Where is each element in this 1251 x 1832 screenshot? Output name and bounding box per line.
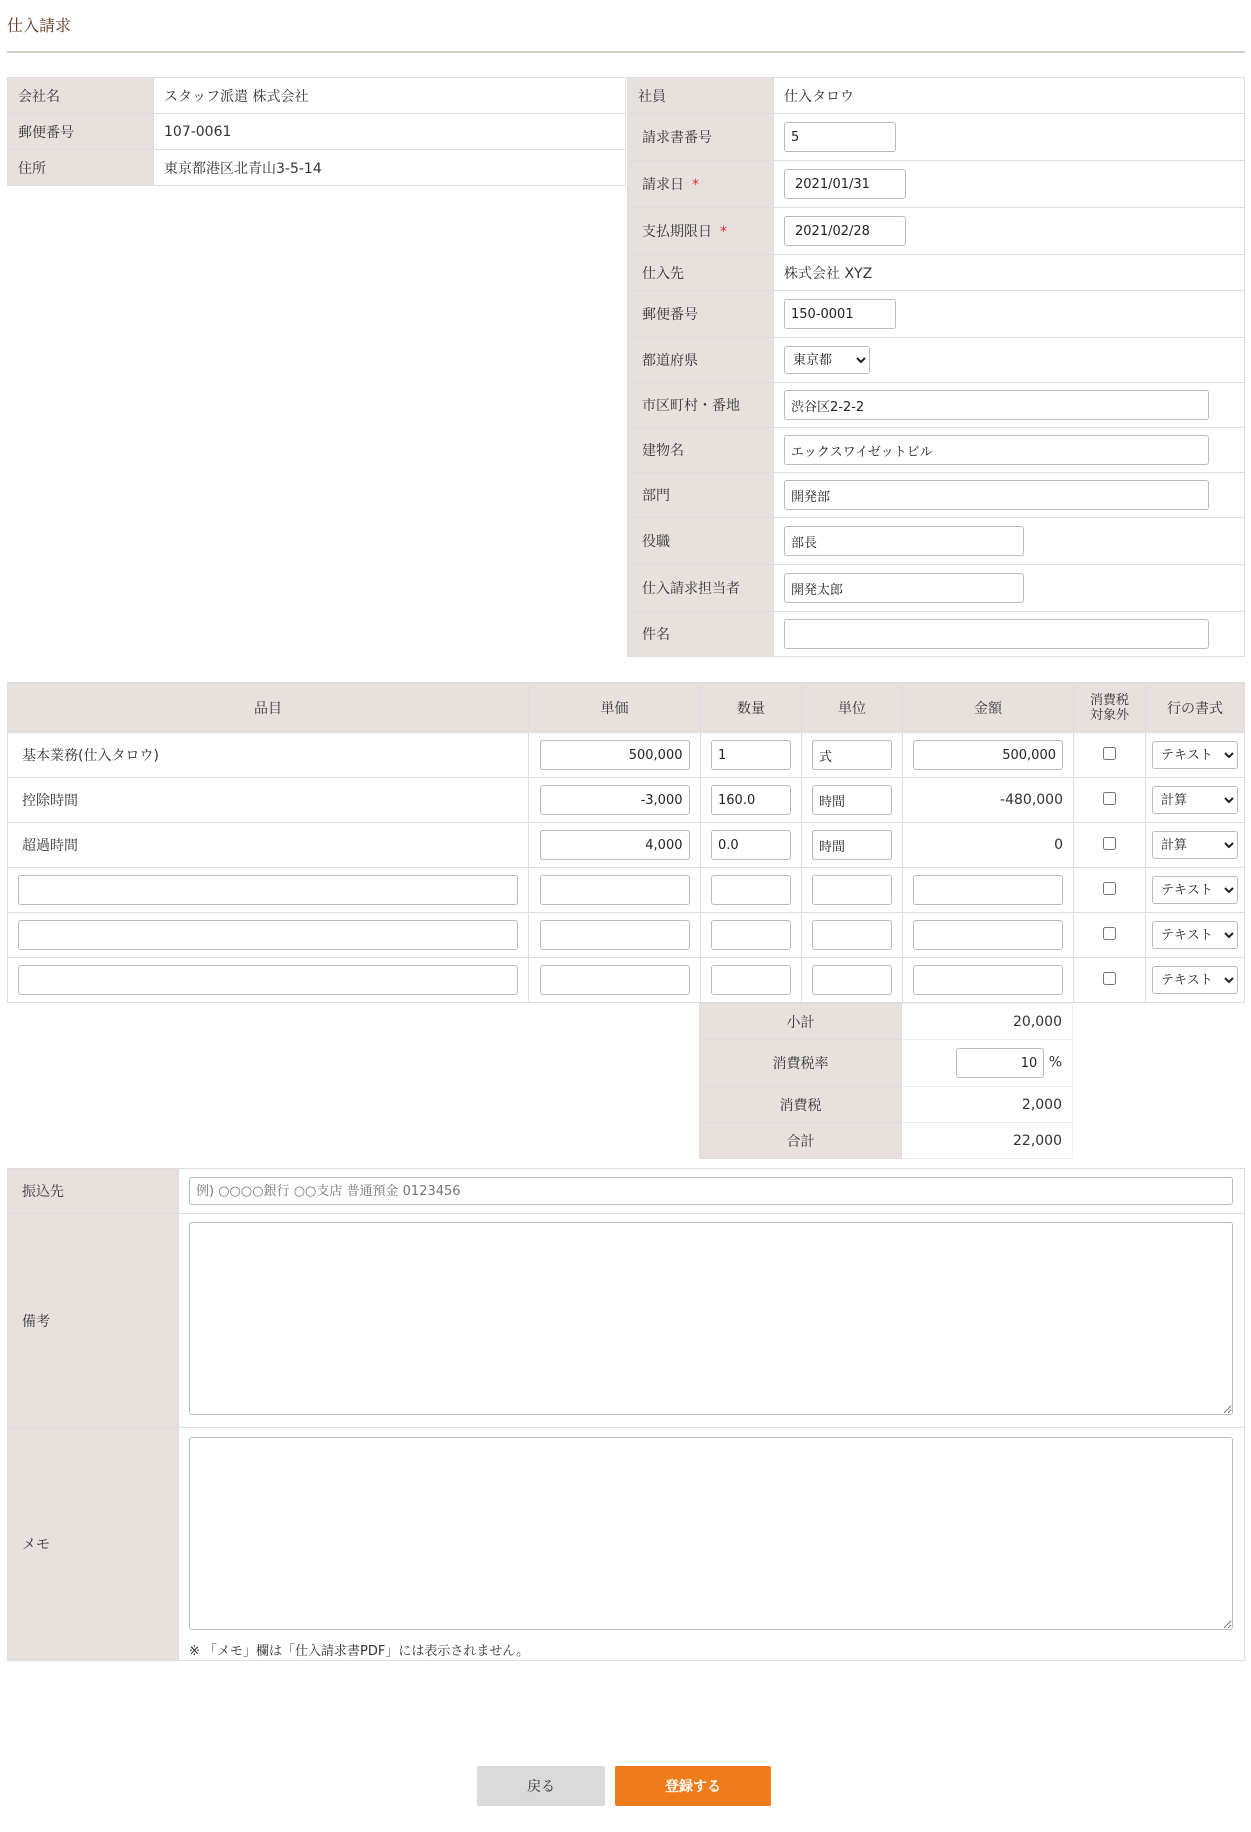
tax-exempt-checkbox[interactable] <box>1103 927 1116 940</box>
item-name-cell: 控除時間 <box>8 778 529 823</box>
supplier-zip-label: 郵便番号 <box>628 291 774 338</box>
invoice-date-label <box>628 161 774 208</box>
col-header-item: 品目 <box>8 683 529 733</box>
tax-exempt-checkbox[interactable] <box>1103 972 1116 985</box>
total-label: 合計 <box>700 1123 902 1159</box>
submit-button[interactable]: 登録する <box>615 1766 771 1806</box>
bank-input[interactable] <box>189 1177 1233 1205</box>
city-label: 市区町村・番地 <box>628 383 774 428</box>
unit-price-input[interactable] <box>540 740 690 770</box>
due-date-label <box>628 208 774 255</box>
line-items-table <box>7 682 1245 1003</box>
unit-price-input[interactable] <box>540 830 690 860</box>
unit-input[interactable] <box>812 965 892 995</box>
amount-input[interactable] <box>913 740 1063 770</box>
quantity-input[interactable] <box>711 920 791 950</box>
notes-table <box>7 1168 1245 1661</box>
amount-input[interactable] <box>913 875 1063 905</box>
prefecture-select[interactable] <box>784 346 870 374</box>
row-format-select[interactable] <box>1152 741 1238 769</box>
remarks-label: 備考 <box>8 1214 179 1428</box>
col-header-unit: 単位 <box>802 683 903 733</box>
col-header-amount: 金額 <box>903 683 1074 733</box>
page-title: 仕入請求 <box>7 16 72 35</box>
memo-textarea[interactable] <box>189 1437 1233 1630</box>
tax-value: 2,000 <box>902 1087 1073 1123</box>
invoice-date-input[interactable] <box>784 169 906 199</box>
due-date-label-text: 支払期限日 <box>642 224 712 240</box>
col-header-tax-exempt <box>1074 683 1146 733</box>
unit-price-input[interactable] <box>540 785 690 815</box>
bank-label: 振込先 <box>8 1169 179 1214</box>
tax-exempt-checkbox[interactable] <box>1103 882 1116 895</box>
unit-price-input[interactable] <box>540 965 690 995</box>
amount-value: -480,000 <box>903 778 1074 823</box>
unit-input[interactable] <box>812 920 892 950</box>
required-mark: * <box>720 224 727 240</box>
row-format-select[interactable] <box>1152 921 1238 949</box>
company-name-label: 会社名 <box>8 78 154 114</box>
supplier-label: 仕入先 <box>628 255 774 291</box>
subtotal-label: 小計 <box>700 1004 902 1040</box>
tax-rate-label: 消費税率 <box>700 1040 902 1087</box>
invoice-info-table <box>627 77 1245 657</box>
unit-price-input[interactable] <box>540 920 690 950</box>
totals-table <box>699 1003 1073 1159</box>
tax-exempt-checkbox[interactable] <box>1103 837 1116 850</box>
tax-rate-input[interactable] <box>956 1048 1044 1078</box>
subject-label: 件名 <box>628 612 774 657</box>
item-name-cell: 超過時間 <box>8 823 529 868</box>
total-value: 22,000 <box>902 1123 1073 1159</box>
due-date-input[interactable] <box>784 216 906 246</box>
position-input[interactable] <box>784 526 1024 556</box>
company-address-value: 東京都港区北青山3-5-14 <box>154 150 626 186</box>
person-in-charge-label: 仕入請求担当者 <box>628 565 774 612</box>
supplier-zip-input[interactable] <box>784 299 896 329</box>
col-header-price: 単価 <box>529 683 701 733</box>
staff-label: 社員 <box>628 78 774 114</box>
building-label: 建物名 <box>628 428 774 473</box>
item-name-input[interactable] <box>18 920 518 950</box>
item-name-cell: 基本業務(仕入タロウ) <box>8 733 529 778</box>
tax-exempt-checkbox[interactable] <box>1103 792 1116 805</box>
position-label: 役職 <box>628 518 774 565</box>
table-row <box>8 958 1245 1003</box>
tax-exempt-line1: 消費税 <box>1089 692 1129 708</box>
person-in-charge-input[interactable] <box>784 573 1024 603</box>
company-name-value: スタッフ派遣 株式会社 <box>154 78 626 114</box>
company-zip-value: 107-0061 <box>154 114 626 150</box>
remarks-textarea[interactable] <box>189 1222 1233 1415</box>
quantity-input[interactable] <box>711 740 791 770</box>
department-input[interactable] <box>784 480 1209 510</box>
back-button[interactable]: 戻る <box>477 1766 605 1806</box>
col-header-qty: 数量 <box>701 683 802 733</box>
invoice-number-input[interactable] <box>784 122 896 152</box>
row-format-select[interactable] <box>1152 786 1238 814</box>
row-format-select[interactable] <box>1152 966 1238 994</box>
subtotal-value: 20,000 <box>902 1004 1073 1040</box>
unit-input[interactable] <box>812 830 892 860</box>
supplier-value: 株式会社 XYZ <box>774 255 1245 291</box>
tax-label: 消費税 <box>700 1087 902 1123</box>
tax-rate-unit: % <box>1048 1054 1062 1071</box>
amount-input[interactable] <box>913 920 1063 950</box>
subject-input[interactable] <box>784 619 1209 649</box>
quantity-input[interactable] <box>711 785 791 815</box>
row-format-select[interactable] <box>1152 831 1238 859</box>
table-row <box>8 868 1245 913</box>
company-info-table <box>7 77 626 186</box>
table-row <box>8 913 1245 958</box>
amount-input[interactable] <box>913 965 1063 995</box>
unit-price-input[interactable] <box>540 875 690 905</box>
row-format-select[interactable] <box>1152 876 1238 904</box>
tax-exempt-checkbox[interactable] <box>1103 747 1116 760</box>
company-address-label: 住所 <box>8 150 154 186</box>
tax-exempt-line2: 対象外 <box>1089 707 1129 723</box>
company-zip-label: 郵便番号 <box>8 114 154 150</box>
col-header-format: 行の書式 <box>1146 683 1245 733</box>
unit-input[interactable] <box>812 785 892 815</box>
table-row <box>8 823 1245 868</box>
quantity-input[interactable] <box>711 830 791 860</box>
unit-input[interactable] <box>812 740 892 770</box>
quantity-input[interactable] <box>711 965 791 995</box>
building-input[interactable] <box>784 435 1209 465</box>
city-input[interactable] <box>784 390 1209 420</box>
department-label: 部門 <box>628 473 774 518</box>
memo-label: メモ <box>8 1428 179 1661</box>
quantity-input[interactable] <box>711 875 791 905</box>
memo-note: ※ 「メモ」欄は「仕入請求書PDF」には表示されません。 <box>189 1644 530 1659</box>
item-name-input[interactable] <box>18 875 518 905</box>
table-row <box>8 733 1245 778</box>
prefecture-label: 都道府県 <box>628 338 774 383</box>
required-mark: * <box>692 177 699 193</box>
item-name-input[interactable] <box>18 965 518 995</box>
unit-input[interactable] <box>812 875 892 905</box>
invoice-date-label-text: 請求日 <box>642 177 684 193</box>
table-row <box>8 778 1245 823</box>
invoice-number-label: 請求書番号 <box>628 114 774 161</box>
title-divider <box>7 51 1245 53</box>
staff-value: 仕入タロウ <box>774 78 1245 114</box>
amount-value: 0 <box>903 823 1074 868</box>
